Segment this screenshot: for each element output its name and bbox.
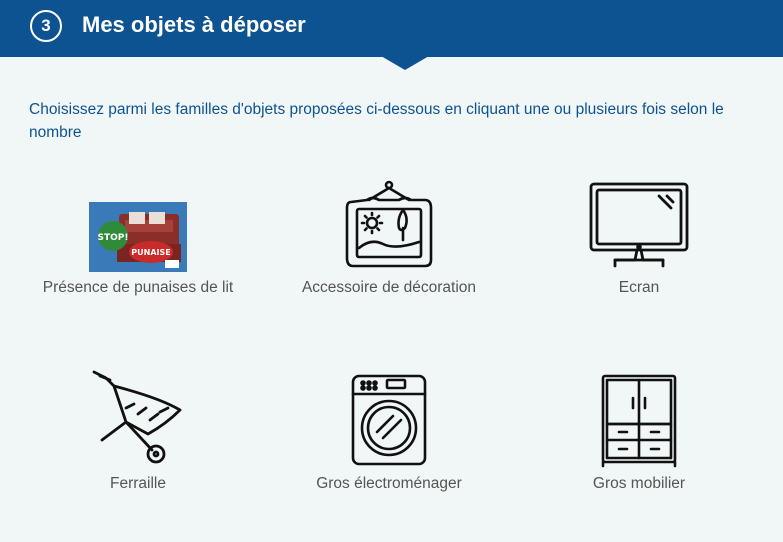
- item-label: Présence de punaises de lit: [42, 279, 234, 296]
- item-label: Ecran: [618, 279, 660, 296]
- header-notch: [381, 56, 429, 70]
- item-screen[interactable]: [519, 172, 759, 298]
- item-large-furniture[interactable]: [519, 368, 759, 494]
- section-title: Mes objets à déposer: [82, 12, 306, 37]
- item-bedbugs[interactable]: [18, 172, 258, 298]
- washing-machine-icon: [349, 372, 429, 468]
- item-label: Gros mobilier: [592, 475, 686, 492]
- svg-text:PUNAISE: PUNAISE: [131, 248, 171, 257]
- framed-picture-icon: [341, 180, 437, 272]
- item-decoration[interactable]: [269, 172, 509, 298]
- item-label: Accessoire de décoration: [301, 279, 477, 296]
- item-scrap-metal[interactable]: [18, 368, 258, 494]
- step-number-badge: 3: [30, 10, 62, 42]
- wardrobe-icon: [597, 372, 681, 468]
- item-label: Gros électroménager: [316, 475, 462, 492]
- section-header: [0, 0, 783, 57]
- item-large-appliances[interactable]: [269, 368, 509, 494]
- monitor-icon: [587, 180, 691, 272]
- item-label: Ferraille: [110, 475, 166, 492]
- bedbug-warning-image: [89, 202, 187, 272]
- instructions-text: Choisissez parmi les familles d'objets proposées ci-dessous en cliquant une ou plusieurs fois selon le nombre: [29, 101, 724, 141]
- svg-text:STOP!: STOP!: [97, 233, 129, 243]
- wheelbarrow-icon: [90, 368, 186, 468]
